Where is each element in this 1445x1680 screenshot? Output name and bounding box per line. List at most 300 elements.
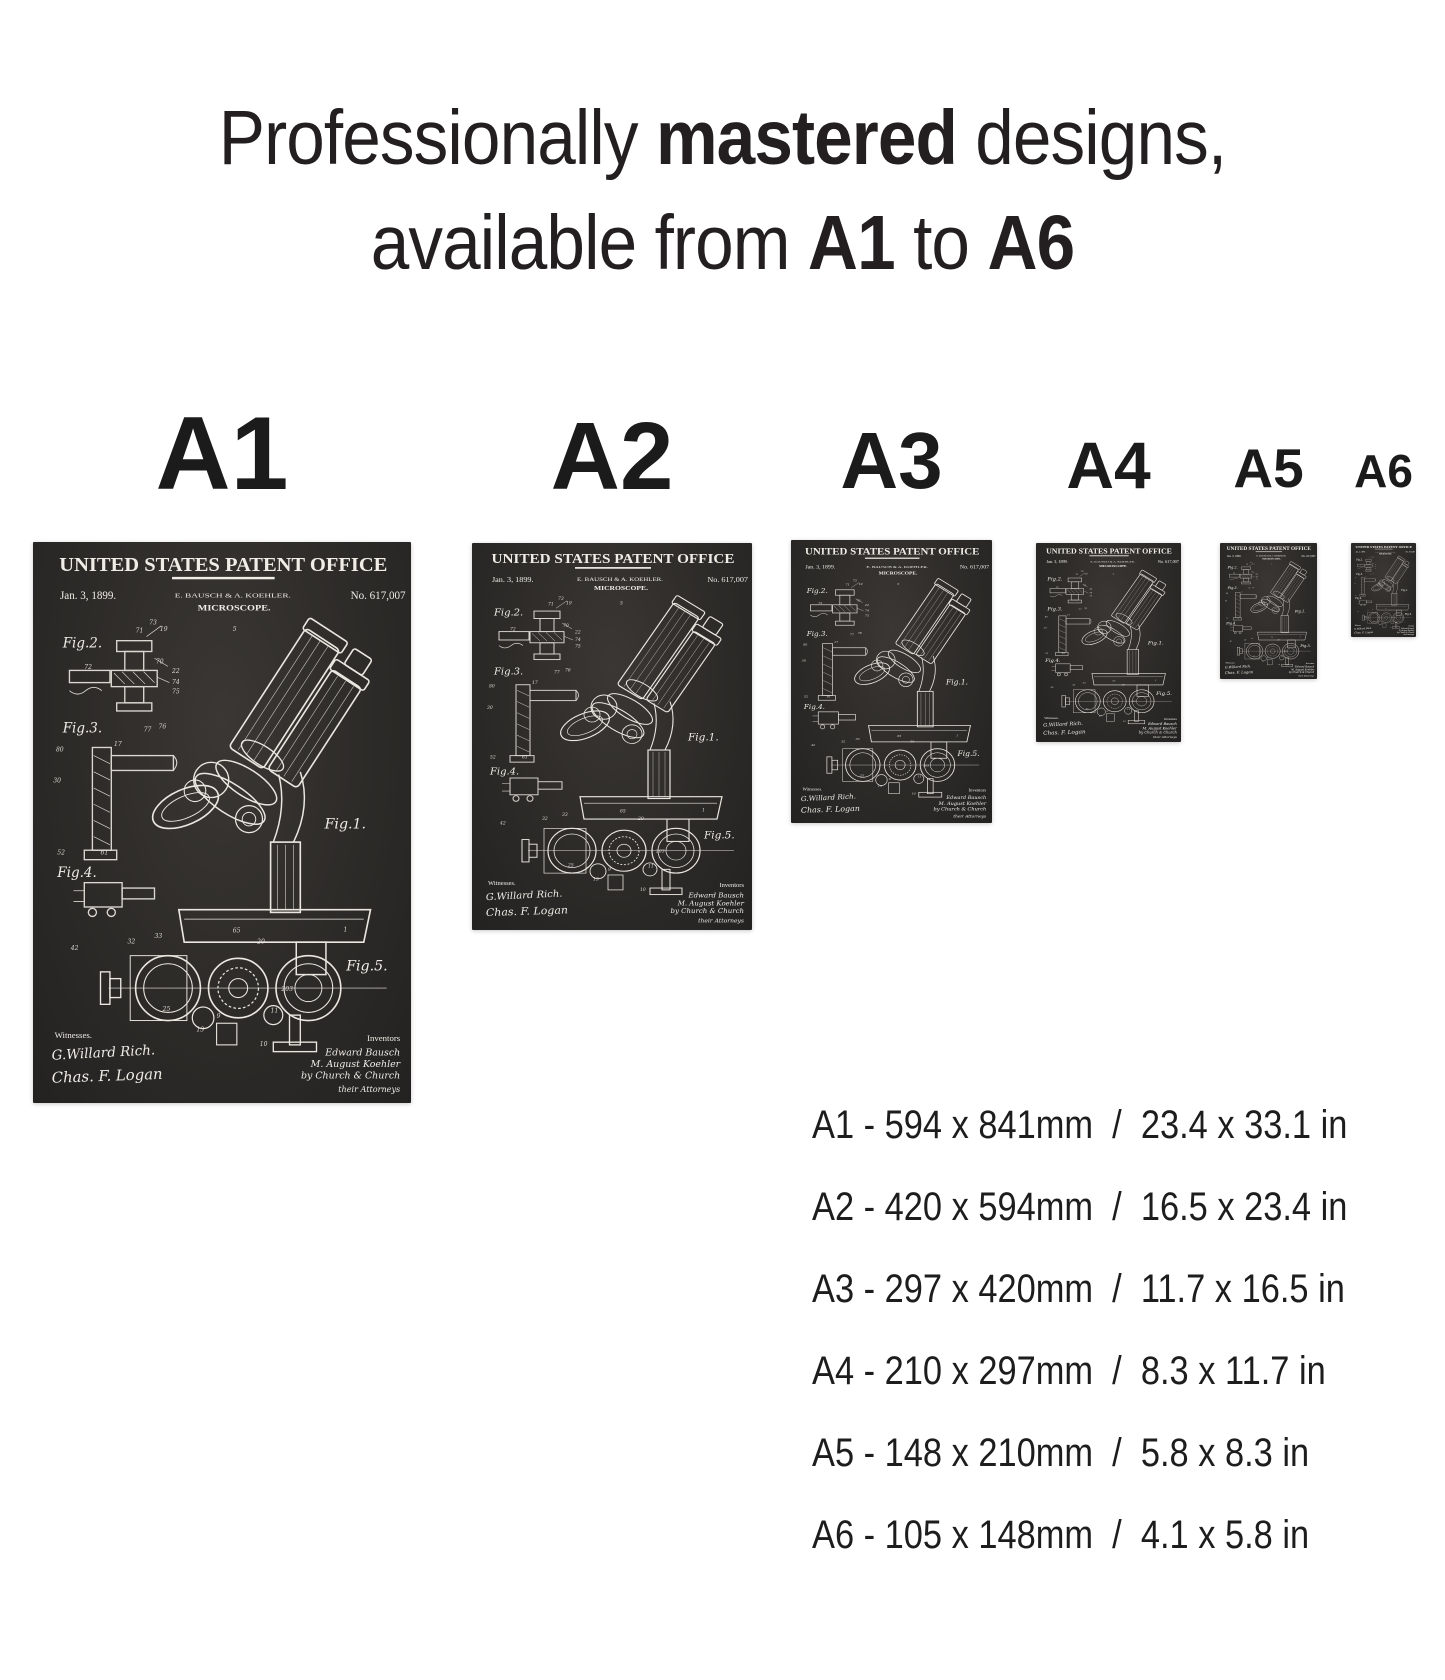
svg-text:203: 203 — [656, 849, 665, 855]
svg-text:13: 13 — [1098, 714, 1102, 718]
svg-text:25: 25 — [162, 1006, 171, 1014]
poster-date: Jan. 3, 1899. — [1355, 551, 1366, 554]
inventor-signature-3: by Church & Church — [1138, 730, 1177, 735]
svg-text:61: 61 — [522, 755, 528, 761]
dimension-line-a6: A6 - 105 x 148mm / 4.1 x 5.8 in — [812, 1513, 1310, 1557]
svg-text:32: 32 — [542, 817, 548, 822]
svg-text:25: 25 — [1373, 621, 1375, 623]
dimension-line-a2: A2 - 420 x 594mm / 16.5 x 23.4 in — [812, 1185, 1348, 1229]
attorneys-label: their Attorneys — [338, 1084, 401, 1095]
svg-text:20: 20 — [1389, 610, 1391, 612]
svg-text:19: 19 — [159, 626, 168, 634]
svg-text:9: 9 — [1267, 658, 1269, 660]
svg-text:10: 10 — [911, 791, 916, 796]
svg-text:73: 73 — [852, 578, 857, 583]
poster-date: Jan. 3, 1899. — [1226, 554, 1242, 558]
svg-text:33: 33 — [562, 813, 568, 819]
fig3-label: Fig.3. — [1227, 586, 1238, 591]
witness-signature-2: Chas. F. Logan — [51, 1064, 163, 1087]
fig1-label: Fig.1. — [1147, 640, 1164, 647]
poster-inventors: E. BAUSCH & A. KOEHLER. — [1090, 560, 1136, 564]
svg-text:74: 74 — [575, 638, 581, 643]
fig1-label: Fig.1. — [324, 816, 367, 833]
witness-signature-1: G.Willard Rich. — [1224, 664, 1252, 670]
fig3-label: Fig.3. — [494, 666, 524, 678]
poster-patent-number: No. 617,007 — [1157, 559, 1179, 565]
poster-inventors: E. BAUSCH & A. KOEHLER. — [577, 578, 663, 584]
svg-text:22: 22 — [864, 603, 870, 608]
svg-text:61: 61 — [1061, 651, 1065, 655]
headline-line-2: available from A1 to A6 — [370, 199, 1075, 286]
fig1-drawing — [851, 578, 976, 758]
dimension-line-a4: A4 - 210 x 297mm / 8.3 x 11.7 in — [812, 1349, 1326, 1393]
poster-subject: MICROSCOPE. — [1262, 558, 1282, 561]
fig2-label: Fig.2. — [1047, 576, 1063, 583]
svg-text:30: 30 — [1043, 626, 1047, 630]
svg-text:20: 20 — [1121, 683, 1125, 687]
inventor-signature-2: M. August Koehler — [1398, 630, 1415, 632]
svg-text:75: 75 — [172, 688, 180, 696]
size-label-a1: A1 — [155, 396, 289, 512]
svg-text:11: 11 — [270, 1007, 279, 1015]
svg-text:76: 76 — [1084, 607, 1088, 611]
svg-text:13: 13 — [593, 877, 599, 883]
fig3-label: Fig.3. — [1356, 572, 1363, 576]
svg-text:70: 70 — [155, 658, 164, 666]
poster-subject: MICROSCOPE. — [878, 570, 918, 576]
svg-text:20: 20 — [638, 817, 644, 822]
svg-text:20: 20 — [257, 938, 265, 946]
svg-text:33: 33 — [1082, 681, 1086, 685]
fig5-label: Fig.5. — [1156, 691, 1173, 697]
svg-text:77: 77 — [1370, 574, 1372, 576]
svg-text:10: 10 — [1278, 665, 1281, 667]
fig4-label: Fig.4. — [1045, 658, 1061, 664]
fig1-label: Fig.1. — [1294, 609, 1306, 614]
svg-text:80: 80 — [1354, 578, 1357, 580]
svg-text:203: 203 — [281, 985, 293, 993]
inventor-signature-3: by Church & Church — [670, 907, 744, 916]
poster-title: UNITED STATES PATENT OFFICE — [59, 555, 388, 577]
poster-subject: MICROSCOPE. — [197, 602, 271, 613]
fig3-drawing — [1233, 593, 1257, 620]
inventors-label: Inventors — [367, 1032, 401, 1043]
svg-text:72: 72 — [510, 627, 516, 633]
svg-text:75: 75 — [1374, 568, 1377, 570]
svg-text:11: 11 — [1127, 707, 1131, 711]
inventors-label: Inventors — [1164, 717, 1177, 721]
poster-patent-number: No. 617,007 — [959, 564, 990, 571]
fig4-label: Fig.4. — [57, 865, 97, 882]
svg-text:72: 72 — [1359, 564, 1362, 566]
poster-subject: MICROSCOPE. — [1099, 564, 1128, 569]
witness-signature-1: G.Willard Rich. — [1043, 720, 1084, 729]
svg-text:32: 32 — [841, 739, 846, 744]
inventors-label: Inventors — [719, 882, 744, 890]
inventor-signature-1: Edward Bausch — [688, 891, 744, 900]
svg-text:61: 61 — [1362, 595, 1364, 597]
fig4-label: Fig.4. — [1226, 621, 1237, 626]
svg-text:52: 52 — [490, 755, 496, 761]
svg-text:72: 72 — [84, 664, 93, 672]
size-label-a3: A3 — [840, 416, 943, 505]
inventors-label: Inventors — [1408, 626, 1415, 628]
poster-date: Jan. 3, 1899. — [492, 575, 534, 585]
svg-text:203: 203 — [1393, 618, 1396, 620]
svg-text:5: 5 — [897, 582, 900, 586]
witnesses-label: Witnesses. — [802, 786, 823, 792]
fig2-label: Fig.2. — [806, 587, 828, 596]
inventor-signature-1: Edward Bausch — [1401, 629, 1415, 631]
fig5-drawing — [827, 749, 979, 797]
svg-text:9: 9 — [1106, 709, 1108, 713]
fig5-drawing — [1062, 690, 1172, 724]
svg-text:22: 22 — [1255, 574, 1258, 576]
svg-text:71: 71 — [1246, 564, 1249, 566]
fig2-label: Fig.2. — [1227, 565, 1238, 570]
poster-title: UNITED STATES PATENT OFFICE — [804, 546, 980, 558]
svg-text:5: 5 — [1385, 557, 1387, 559]
svg-text:32: 32 — [1367, 610, 1369, 612]
svg-text:25: 25 — [1085, 707, 1089, 711]
fig3-drawing — [1360, 577, 1376, 596]
svg-text:76: 76 — [1252, 588, 1255, 590]
svg-text:30: 30 — [53, 777, 61, 785]
poster-inventors: E. BAUSCH & A. KOEHLER. — [1375, 552, 1390, 554]
attorneys-label: their Attorneys — [1298, 675, 1315, 678]
witnesses-label: Witnesses. — [54, 1030, 92, 1041]
witness-signature-2: Chas. F. Logan — [1354, 630, 1374, 635]
svg-text:17: 17 — [113, 741, 122, 749]
attorneys-label: their Attorneys — [953, 813, 987, 819]
svg-text:52: 52 — [57, 849, 66, 857]
svg-text:10: 10 — [1123, 719, 1126, 723]
inventor-signature-3: by Church & Church — [1397, 632, 1415, 634]
svg-text:1: 1 — [1155, 679, 1157, 683]
svg-text:52: 52 — [1226, 618, 1229, 620]
svg-text:80: 80 — [489, 684, 495, 690]
svg-text:72: 72 — [1055, 586, 1059, 590]
svg-text:52: 52 — [1355, 595, 1357, 597]
svg-text:13: 13 — [196, 1026, 205, 1034]
witness-signature-2: Chas. F. Logan — [485, 903, 569, 919]
fig5-drawing — [101, 956, 387, 1052]
svg-text:1: 1 — [343, 926, 348, 934]
svg-text:22: 22 — [1089, 587, 1093, 591]
fig5-label: Fig.5. — [1404, 612, 1412, 616]
fig4-drawing — [1230, 626, 1251, 634]
svg-text:10: 10 — [640, 887, 646, 893]
poster-date: Jan. 3, 1899. — [805, 564, 836, 571]
svg-text:5: 5 — [1112, 572, 1115, 576]
inventor-signature-3: by Church & Church — [300, 1070, 401, 1082]
fig4-drawing — [74, 883, 155, 917]
inventor-signature-2: M. August Koehler — [938, 801, 987, 807]
title-divider — [1256, 551, 1282, 552]
svg-text:11: 11 — [917, 774, 922, 779]
svg-text:30: 30 — [801, 658, 806, 663]
svg-text:61: 61 — [100, 849, 109, 857]
size-label-a2: A2 — [550, 403, 674, 510]
svg-text:75: 75 — [864, 613, 870, 618]
poster-patent-number: No. 617,007 — [1301, 554, 1316, 558]
witness-signature-1: G.Willard Rich. — [1354, 626, 1373, 631]
svg-text:203: 203 — [923, 763, 930, 768]
svg-text:203: 203 — [1131, 700, 1136, 704]
poster-patent-number: No. 617,007 — [1405, 551, 1416, 554]
svg-text:33: 33 — [855, 736, 860, 741]
svg-text:203: 203 — [1283, 651, 1287, 653]
svg-text:74: 74 — [864, 608, 870, 613]
svg-text:76: 76 — [1372, 574, 1374, 576]
svg-text:9: 9 — [216, 1012, 221, 1020]
inventor-signature-1: Edward Bausch — [1294, 665, 1315, 669]
poster-subject: MICROSCOPE. — [594, 585, 649, 593]
svg-text:13: 13 — [877, 783, 882, 788]
witness-signature-2: Chas. F. Logan — [1224, 670, 1254, 676]
attorneys-label: their Attorneys — [1153, 735, 1177, 740]
fig3-label: Fig.3. — [806, 630, 828, 639]
fig1-drawing — [556, 595, 730, 841]
svg-text:33: 33 — [1371, 609, 1374, 611]
fig3-label: Fig.3. — [1047, 606, 1063, 613]
poster-title: UNITED STATES PATENT OFFICE — [491, 552, 735, 567]
title-divider — [1089, 555, 1128, 556]
svg-text:70: 70 — [1251, 572, 1254, 574]
title-divider — [575, 567, 651, 569]
fig1-label: Fig.1. — [688, 732, 719, 744]
svg-text:1: 1 — [1404, 608, 1406, 610]
svg-text:11: 11 — [648, 864, 654, 870]
witness-signature-1: G.Willard Rich. — [485, 888, 563, 904]
svg-text:33: 33 — [1251, 639, 1254, 640]
patent-poster-a5 — [1220, 543, 1317, 679]
svg-text:20: 20 — [1277, 640, 1280, 642]
svg-text:11: 11 — [1391, 621, 1394, 623]
svg-text:71: 71 — [1368, 558, 1370, 560]
svg-text:9: 9 — [1382, 622, 1384, 624]
svg-text:17: 17 — [834, 640, 839, 644]
inventors-label: Inventors — [968, 787, 987, 793]
svg-text:32: 32 — [1244, 640, 1247, 642]
inventor-signature-2: M. August Koehler — [1142, 726, 1177, 731]
svg-text:77: 77 — [1078, 608, 1082, 612]
svg-text:74: 74 — [172, 678, 180, 686]
poster-title: UNITED STATES PATENT OFFICE — [1355, 544, 1413, 549]
witnesses-label: Witnesses. — [1044, 716, 1059, 720]
fig4-drawing — [1358, 600, 1372, 606]
fig3-drawing — [84, 747, 176, 859]
fig5-drawing — [522, 828, 734, 894]
poster-patent-number: No. 617,007 — [350, 589, 406, 602]
title-divider — [172, 577, 275, 579]
svg-text:71: 71 — [548, 602, 554, 608]
svg-text:17: 17 — [1364, 577, 1367, 579]
svg-text:77: 77 — [143, 726, 152, 734]
fig1-label: Fig.1. — [1401, 589, 1409, 593]
poster-date: Jan. 3, 1899. — [60, 589, 117, 602]
svg-text:65: 65 — [620, 809, 626, 815]
inventor-signature-2: M. August Koehler — [677, 899, 744, 908]
patent-poster-a2 — [472, 543, 752, 930]
svg-text:13: 13 — [1379, 624, 1381, 626]
svg-text:65: 65 — [1112, 679, 1116, 683]
fig4-drawing — [813, 712, 856, 729]
svg-text:52: 52 — [1045, 651, 1049, 655]
svg-text:17: 17 — [1067, 613, 1071, 617]
fig3-drawing — [818, 644, 867, 701]
fig4-label: Fig.4. — [490, 766, 520, 778]
fig4-label: Fig.4. — [1355, 597, 1362, 601]
svg-text:70: 70 — [563, 624, 569, 629]
fig5-label: Fig.5. — [704, 830, 735, 842]
svg-text:73: 73 — [149, 619, 157, 627]
attorneys-label: their Attorneys — [698, 918, 744, 925]
fig3-drawing — [1056, 616, 1091, 656]
svg-text:70: 70 — [856, 598, 861, 603]
svg-text:19: 19 — [858, 582, 863, 586]
size-label-a6: A6 — [1354, 445, 1413, 497]
svg-text:80: 80 — [1044, 615, 1048, 619]
svg-text:76: 76 — [857, 631, 862, 636]
fig1-label: Fig.1. — [946, 677, 969, 687]
svg-text:10: 10 — [1390, 627, 1392, 629]
svg-text:71: 71 — [845, 582, 850, 587]
poster-inventors: E. BAUSCH & A. KOEHLER. — [1256, 556, 1278, 558]
fig5-label: Fig.5. — [346, 958, 388, 975]
inventor-signature-2: M. August Koehler — [310, 1059, 401, 1071]
fig4-drawing — [1052, 664, 1083, 676]
svg-text:33: 33 — [154, 933, 163, 941]
poster-date: Jan. 3, 1899. — [1046, 559, 1068, 565]
svg-text:73: 73 — [1080, 570, 1084, 574]
svg-text:9: 9 — [608, 868, 611, 874]
svg-text:75: 75 — [1089, 594, 1093, 598]
svg-text:32: 32 — [1072, 683, 1076, 687]
svg-text:25: 25 — [568, 863, 574, 869]
fig2-label: Fig.2. — [494, 608, 524, 619]
svg-text:13: 13 — [1261, 661, 1264, 663]
poster-subject: MICROSCOPE. — [1379, 554, 1393, 556]
patent-poster-a3 — [791, 540, 992, 823]
fig1-drawing — [143, 617, 381, 974]
svg-text:1: 1 — [702, 808, 705, 814]
svg-text:19: 19 — [1084, 572, 1088, 576]
svg-text:75: 75 — [575, 644, 581, 650]
fig1-drawing — [1370, 556, 1410, 616]
svg-text:77: 77 — [849, 632, 854, 637]
inventor-signature-3: by Church & Church — [933, 806, 987, 813]
svg-text:73: 73 — [558, 596, 564, 602]
fig2-label: Fig.2. — [1356, 558, 1363, 562]
size-label-a4: A4 — [1066, 428, 1151, 502]
svg-text:74: 74 — [1255, 577, 1258, 579]
inventors-label: Inventors — [1305, 662, 1315, 665]
svg-text:11: 11 — [1280, 657, 1283, 659]
svg-text:17: 17 — [1240, 592, 1243, 594]
headline — [72, 86, 1373, 295]
witnesses-label: Witnesses. — [1354, 626, 1362, 628]
inventor-signature-1: Edward Bausch — [946, 795, 987, 802]
dimension-line-a1: A1 - 594 x 841mm / 23.4 x 33.1 in — [812, 1103, 1348, 1147]
poster-title: UNITED STATES PATENT OFFICE — [1226, 547, 1311, 552]
svg-text:77: 77 — [554, 670, 560, 676]
svg-text:22: 22 — [1374, 564, 1377, 566]
svg-text:74: 74 — [1089, 591, 1093, 595]
svg-text:42: 42 — [1357, 611, 1359, 613]
poster-inventors: E. BAUSCH & A. KOEHLER. — [174, 592, 292, 600]
svg-text:74: 74 — [1374, 566, 1377, 568]
svg-text:22: 22 — [575, 630, 581, 636]
svg-text:76: 76 — [158, 723, 167, 731]
svg-text:25: 25 — [859, 773, 865, 778]
dimension-line-a3: A3 - 297 x 420mm / 11.7 x 16.5 in — [812, 1267, 1345, 1311]
svg-text:30: 30 — [1225, 601, 1228, 603]
patent-poster-a1 — [33, 542, 411, 1103]
svg-text:25: 25 — [1253, 656, 1256, 658]
svg-text:19: 19 — [1372, 557, 1375, 559]
svg-text:42: 42 — [1050, 685, 1054, 689]
svg-text:80: 80 — [803, 642, 808, 647]
inventor-signature-2: M. August Koehler — [1291, 668, 1315, 672]
svg-text:80: 80 — [1225, 593, 1228, 595]
fig1-drawing — [1079, 570, 1169, 697]
witnesses-label: Witnesses. — [1225, 662, 1236, 665]
svg-text:65: 65 — [1271, 637, 1274, 639]
svg-text:75: 75 — [1255, 579, 1258, 581]
svg-text:76: 76 — [565, 668, 571, 674]
svg-text:1: 1 — [956, 733, 959, 738]
witness-signature-2: Chas. F. Logan — [1043, 729, 1086, 737]
witness-signature-1: G.Willard Rich. — [800, 792, 857, 804]
svg-text:72: 72 — [1233, 573, 1236, 575]
svg-text:20: 20 — [910, 739, 915, 744]
poster-title: UNITED STATES PATENT OFFICE — [1046, 547, 1173, 556]
svg-text:65: 65 — [232, 927, 241, 935]
size-label-a5: A5 — [1233, 437, 1304, 499]
svg-text:72: 72 — [818, 601, 823, 606]
fig4-label: Fig.4. — [803, 703, 825, 712]
svg-text:61: 61 — [1237, 618, 1240, 620]
svg-text:5: 5 — [1271, 564, 1273, 566]
attorneys-label: their Attorneys — [1403, 635, 1415, 637]
headline-line-1: Professionally mastered designs, — [218, 95, 1227, 181]
svg-text:30: 30 — [1354, 583, 1356, 585]
svg-text:77: 77 — [1248, 588, 1251, 590]
svg-text:42: 42 — [811, 743, 816, 747]
inventor-signature-3: by Church & Church — [1288, 671, 1315, 675]
fig5-label: Fig.5. — [1300, 643, 1311, 648]
fig4-drawing — [502, 778, 562, 801]
svg-text:73: 73 — [1249, 562, 1252, 564]
svg-text:73: 73 — [1370, 556, 1373, 558]
svg-text:70: 70 — [1372, 563, 1374, 565]
svg-text:71: 71 — [135, 627, 144, 635]
svg-text:9: 9 — [888, 777, 891, 782]
witness-signature-2: Chas. F. Logan — [800, 804, 861, 815]
svg-text:22: 22 — [172, 668, 180, 676]
svg-text:5: 5 — [620, 601, 623, 607]
svg-text:42: 42 — [70, 945, 79, 953]
fig5-label: Fig.5. — [957, 749, 980, 759]
svg-text:42: 42 — [1229, 641, 1232, 643]
witnesses-label: Witnesses. — [488, 880, 516, 888]
fig2-label: Fig.2. — [62, 635, 103, 652]
svg-text:80: 80 — [55, 746, 64, 754]
svg-text:65: 65 — [897, 734, 902, 739]
fig3-drawing — [510, 685, 579, 762]
witness-signature-1: G.Willard Rich. — [51, 1042, 156, 1064]
